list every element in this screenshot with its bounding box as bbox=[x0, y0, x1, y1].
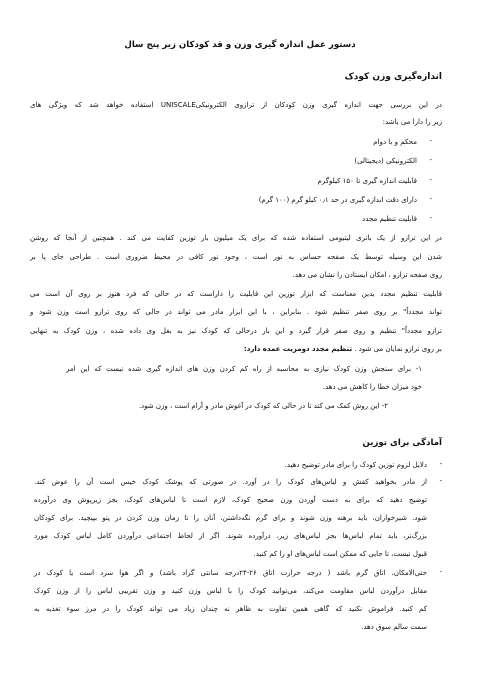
feature-item: دارای دقت اندازه گیری در حد ۰٫۱ کیلو گرم (۱۰۰ گرم) bbox=[258, 196, 417, 204]
tare-benefits-intro: تنظیم مجدد دومزیت عمده دارد: bbox=[243, 345, 353, 353]
prep-item-3-line: حتی‌الامکان، اتاق گرم باشد ( درجه حرارت اتاق ۲۶-۲۴درجه سانتی گراد باشد) و اگر هوا سرد است یا کودک در bbox=[34, 569, 427, 577]
benefit-1-line-2: خود میزان خطا را کاهش می دهد. bbox=[322, 383, 422, 391]
feature-item: قابلیت تنظیم مجدد bbox=[362, 215, 417, 223]
bullet-dash: - bbox=[429, 137, 432, 145]
benefit-1-line-1: ۱- برای سنجش وزن کودک نیازی به محاسبه از راه کم کردن وزن های اندازه گیری شده نیست که این امر bbox=[66, 365, 422, 373]
prep-item-1: دلایل لزوم توزین کودک را برای مادر توضیح دهید. bbox=[284, 461, 427, 469]
bullet-dash: - bbox=[429, 195, 432, 203]
bullet-dash: - bbox=[429, 156, 432, 164]
prep-item-3-last-line: سمت سالم سوق دهد. bbox=[361, 623, 427, 631]
prep-item-3-line: کم کنید. فراموش نکنید که گاهی همین تفاوت به ظاهر نه چندان زیاد می تواند کودک را در مرز سوء تغذیه به bbox=[34, 605, 427, 613]
tare-paragraph-last-line bbox=[244, 344, 442, 354]
intro-line-1: در این بررسی جهت اندازه گیری وزن کودکان از ترازوی الکترونیکیUNISCALE استفاده خواهد شد که ویژگی های bbox=[30, 101, 442, 109]
battery-paragraph-line: در این ترازو از یک باتری لیتیومی استفاده شده که برای یک میلیون بار توزین کفایت می کند . همچنین از آنجا که روشن bbox=[30, 234, 442, 242]
prep-item-2-line: شود. شیرخواران، باید برهنه وزن شوند و برای گرم نگه‌داشتن، آنان را تا زمان وزن کردن در پتو بپیچید. برای کودکان bbox=[34, 514, 427, 522]
feature-item: قابلیت اندازه گیری تا ۱۵۰ کیلوگرم bbox=[317, 177, 417, 185]
battery-paragraph-line: روی صفحه ترازو ، امکان ایستادن را نشان می دهد. bbox=[292, 271, 442, 279]
bullet-dash: - bbox=[439, 477, 442, 485]
tare-paragraph-line: قابلیت تنظیم مجدد بدین معناست که ابزار توزین این قابلیت را داراست که در حالی که فرد هنوز بر روی آن است می bbox=[30, 290, 442, 298]
page-title: دستور عمل اندازه گیری وزن و قد کودکان زیر پنج سال bbox=[124, 40, 356, 50]
prep-item-2-line: بزرگ‌تر، باید تمام لباس‌ها بجز لباس‌های زیر، درآورده شوند. اگر از لحاظ اجتماعی درآوردن کامل لباس کودک مورد bbox=[34, 532, 427, 540]
tare-paragraph-line: ترازو مجدداً" تنظیم و روی صفر قرار گیرد و این بار درحالی که کودک نیز به بغل وی داده شده ، وزن کودک به تنهایی bbox=[30, 327, 442, 335]
section-heading-weighing-preparation: آمادگی برای توزین bbox=[362, 438, 442, 448]
bullet-dash: - bbox=[439, 568, 442, 576]
benefit-2: ۲- این روش کمک می کند تا در حالی که کودک در آغوش مادر و آرام است ، وزن شود. bbox=[138, 402, 388, 410]
section-heading-weight-measurement: اندازه‌گیری وزن کودک bbox=[344, 72, 442, 82]
feature-item: الکترونیکی (دیجیتالی) bbox=[354, 157, 417, 165]
bullet-dash: - bbox=[429, 214, 432, 222]
prep-item-2-last-line: قبول نیست، تا جایی که ممکن است لباس‌های او را کم کنید. bbox=[253, 550, 427, 558]
prep-item-2-line: توضیح دهید که برای به دست آوردن وزن صحیح کودک، لازم است تا لباس‌های کودک، بجز زیرپوش وی درآورده bbox=[34, 496, 427, 504]
prep-item-2-line: از مادر بخواهید کفش و لباس‌های کودک را در آورد. در صورتی که پوشک کودک خیس است آن را عوض کند. bbox=[34, 478, 427, 486]
bullet-dash: - bbox=[439, 460, 442, 468]
prep-item-3-line: مقابل درآوردن لباس مقاومت می‌کند، می‌توانید کودک را با لباس وزن کنید و وزن تقریبی لباس را از وزن کودک bbox=[34, 587, 427, 595]
tare-paragraph-line: تواند مجدداً" بر روی صفر تنظیم شود . بنابراین ، با این ابزار مادر می تواند در حالی که روی ترازو است وزن شود و bbox=[30, 308, 442, 316]
intro-line-2: زیر را دارا می باشد: bbox=[382, 118, 442, 126]
feature-item: محکم و با دوام bbox=[373, 138, 417, 146]
tare-paragraph-text: بر روی ترازو نمایان می شود . bbox=[354, 345, 442, 353]
bullet-dash: - bbox=[429, 176, 432, 184]
battery-paragraph-line: شدن این وسیله توسط یک صفحه حساس به نور است ، وجود نور کافی در محیط ضروری است . طراحی جای پا بر bbox=[30, 253, 442, 261]
